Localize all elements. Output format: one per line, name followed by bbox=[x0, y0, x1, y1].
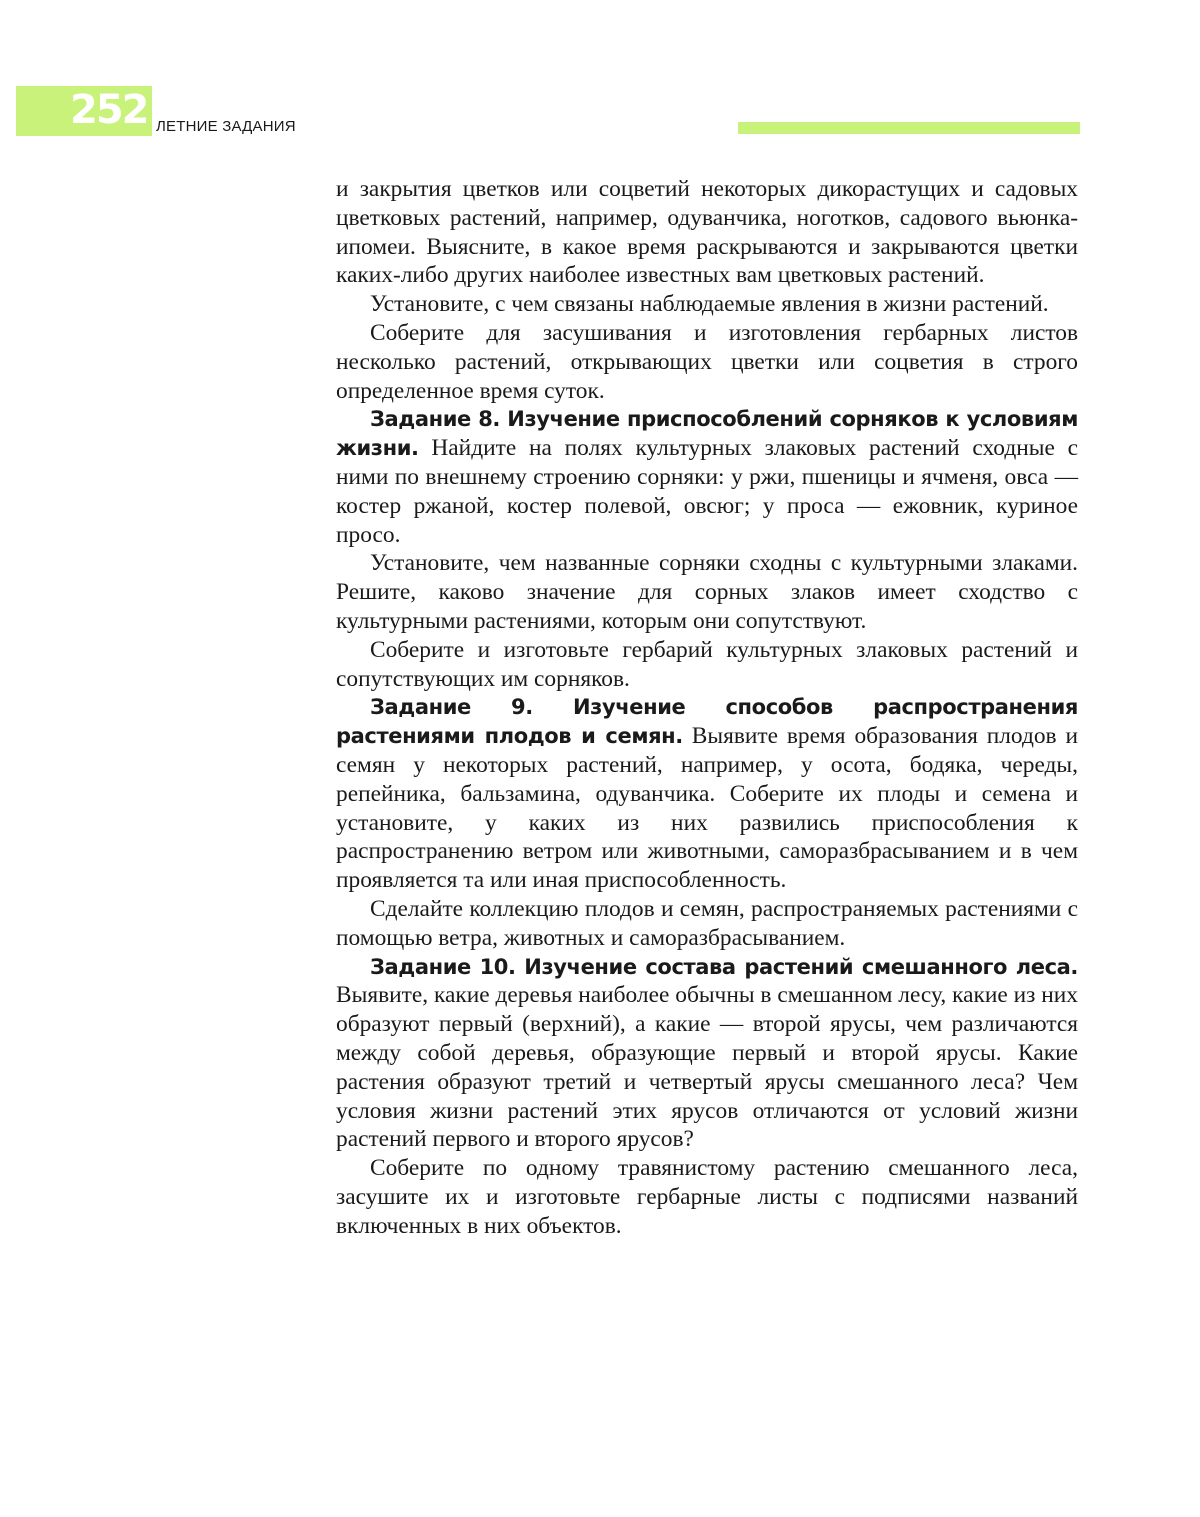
task-8-title: Задание 8. Изучение приспособлений сорняков к условиям жизни. bbox=[336, 407, 1078, 460]
running-head: ЛЕТНИЕ ЗАДАНИЯ bbox=[156, 118, 296, 135]
task-10-paragraph: Задание 10. Изучение состава растений смешанного леса. Выявите, какие деревья наиболее обычны в смешанном лесу, какие из них образуют первый (верхний), а какие — второй ярусы, чем различаются между собой деревья, образующие первый и второй ярусы. Какие растения образуют третий и четвертый ярусы смешанного леса? Чем условия жизни растений этих ярусов отличаются от условий жизни растений первого и второго ярусов? bbox=[336, 953, 1078, 1155]
paragraph: Сделайте коллекцию плодов и семян, распространяемых растениями с помощью ветра, животных и саморазбрасыванием. bbox=[336, 895, 1078, 953]
paragraph: Соберите и изготовьте гербарий культурных злаковых растений и сопутствующих им сорняков. bbox=[336, 636, 1078, 694]
task-9-paragraph: Задание 9. Изучение способов распространения растениями плодов и семян. Выявите время образования плодов и семян у некоторых растений, например, у осота, бодяка, череды, репейника, бальзамина, одуванчика. Соберите их плоды и семена и установите, у каких из них развились приспособления к распространению ветром или животными, саморазбрасыванием и в чем проявляется та или иная приспособленность. bbox=[336, 693, 1078, 895]
task-9-title: Задание 9. Изучение способов распространения растениями плодов и семян. bbox=[336, 695, 1078, 748]
paragraph-continued: и закрытия цветков или соцветий некоторых дикорастущих и садовых цветковых растений, например, одуванчика, ноготков, садового вьюнка-ипомеи. Выясните, в какое время раскрываются и закрываются цветки каких-либо других наиболее известных вам цветковых растений. bbox=[336, 175, 1078, 290]
task-8-paragraph: Задание 8. Изучение приспособлений сорняков к условиям жизни. Найдите на полях культурных злаковых растений сходные с ними по внешнему строению сорняки: у ржи, пшеницы и ячменя, овса — костер ржаной, костер полевой, овсюг; у проса — ежовник, куриное просо. bbox=[336, 405, 1078, 549]
paragraph: Установите, чем названные сорняки сходны с культурными злаками. Решите, каково значение для сорных злаков имеет сходство с культурными растениями, которым они сопутствуют. bbox=[336, 549, 1078, 635]
paragraph: Соберите по одному травянистому растению смешанного леса, засушите их и изготовьте гербарные листы с подписями названий включенных в них объектов. bbox=[336, 1154, 1078, 1240]
page-body bbox=[336, 175, 1078, 1240]
paragraph: Установите, с чем связаны наблюдаемые явления в жизни растений. bbox=[336, 290, 1078, 319]
page-number: 252 bbox=[70, 84, 148, 136]
task-10-title: Задание 10. Изучение состава растений смешанного леса. bbox=[370, 955, 1078, 979]
header-accent-rule bbox=[738, 122, 1080, 134]
paragraph: Соберите для засушивания и изготовления гербарных листов несколько растений, открывающих цветки или соцветия в строго определенное время суток. bbox=[336, 319, 1078, 405]
